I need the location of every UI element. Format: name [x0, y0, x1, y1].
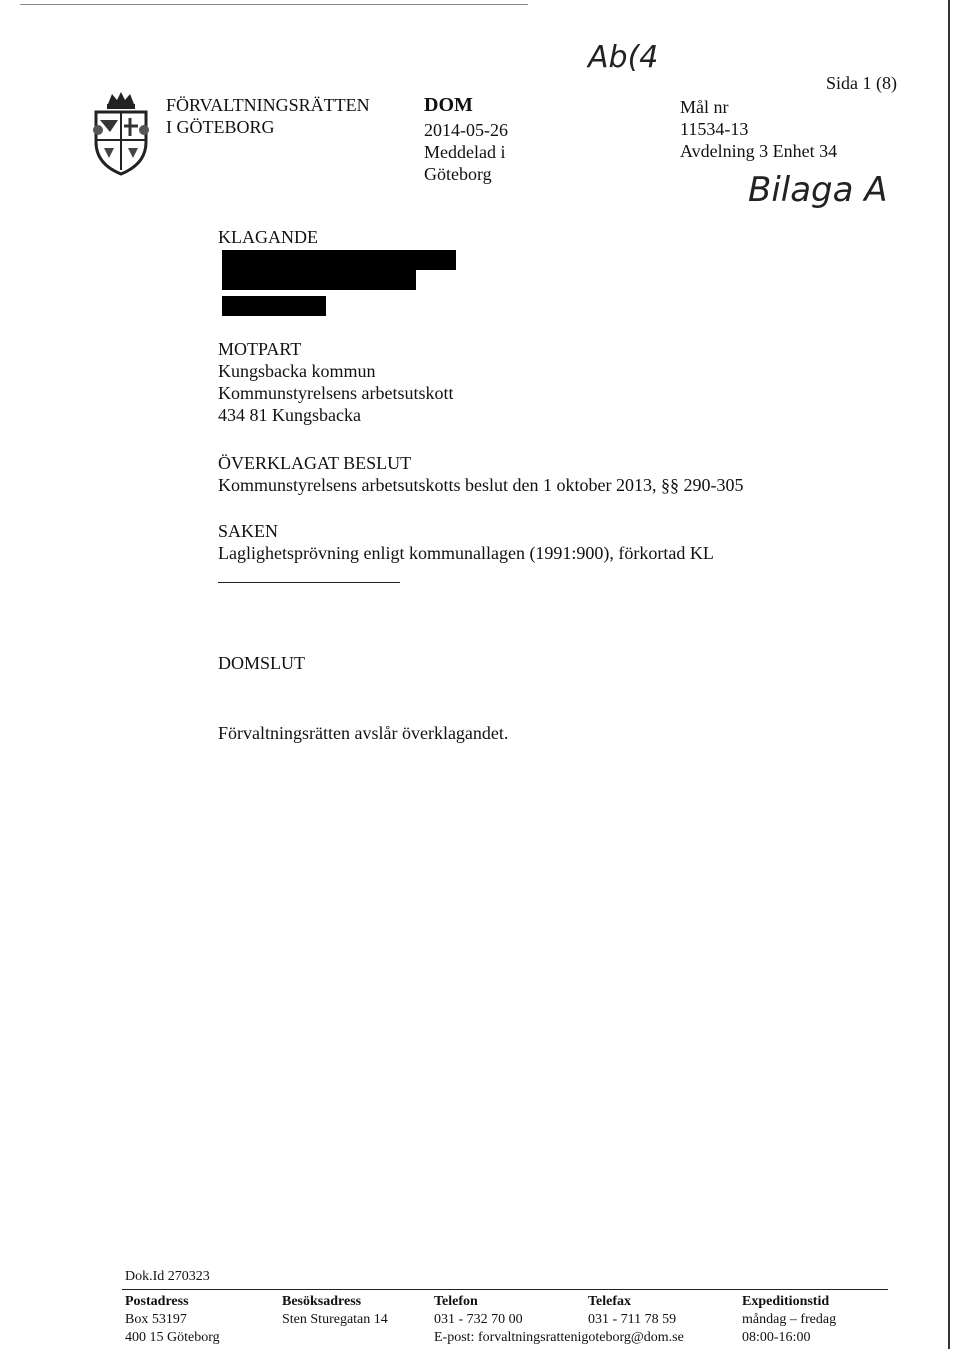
overklagat-text: Kommunstyrelsens arbetsutskotts beslut den 1 oktober 2013, §§ 290-305: [218, 475, 744, 495]
document-id: Dok.Id 270323: [125, 1269, 210, 1284]
saken-text: Laglighetsprövning enligt kommunallagen (1991:900), förkortad KL: [218, 543, 714, 563]
motpart-line2: Kommunstyrelsens arbetsutskott: [218, 383, 454, 403]
postadress-line1: Box 53197: [125, 1312, 187, 1327]
scan-edge-top: [20, 4, 528, 5]
saken-heading: SAKEN: [218, 521, 279, 541]
handwritten-top-note: Ab(4: [588, 40, 659, 75]
postadress-line2: 400 15 Göteborg: [125, 1330, 220, 1345]
domslut-text: Förvaltningsrätten avslår överklagandet.: [218, 723, 509, 743]
section-divider: [218, 582, 400, 583]
issued-line1: Meddelad i: [424, 142, 506, 162]
overklagat-heading: ÖVERKLAGAT BESLUT: [218, 453, 412, 473]
coat-of-arms-icon: [90, 90, 152, 176]
document-date: 2014-05-26: [424, 120, 508, 140]
klagande-heading: KLAGANDE: [218, 227, 318, 247]
footer-divider: [122, 1289, 888, 1290]
telefon-value: 031 - 732 70 00: [434, 1312, 523, 1327]
redaction-block: [222, 296, 326, 316]
court-name-line1: FÖRVALTNINGSRÄTTEN: [166, 95, 370, 115]
page-number: Sida 1 (8): [826, 73, 897, 93]
telefon-label: Telefon: [434, 1294, 478, 1309]
scan-edge-right: [948, 0, 950, 1349]
motpart-line3: 434 81 Kungsbacka: [218, 405, 361, 425]
motpart-line1: Kungsbacka kommun: [218, 361, 376, 381]
issued-line2: Göteborg: [424, 164, 492, 184]
postadress-label: Postadress: [125, 1294, 189, 1309]
besoksadress-label: Besöksadress: [282, 1294, 362, 1309]
email-address: E-post: forvaltningsrattenigoteborg@dom.se: [434, 1330, 684, 1345]
besoksadress-line1: Sten Sturegatan 14: [282, 1312, 388, 1327]
redaction-block: [222, 268, 416, 290]
expeditionstid-hours: 08:00-16:00: [742, 1330, 811, 1345]
telefax-label: Telefax: [588, 1294, 632, 1309]
domslut-heading: DOMSLUT: [218, 653, 306, 673]
expeditionstid-label: Expeditionstid: [742, 1294, 830, 1309]
case-number: 11534-13: [680, 119, 749, 139]
expeditionstid-days: måndag – fredag: [742, 1312, 837, 1327]
case-label: Mål nr: [680, 97, 729, 117]
handwritten-bilaga: Bilaga A: [748, 170, 888, 210]
redaction-block: [222, 250, 456, 270]
telefax-value: 031 - 711 78 59: [588, 1312, 677, 1327]
document-type: DOM: [424, 94, 473, 116]
motpart-heading: MOTPART: [218, 339, 302, 359]
division: Avdelning 3 Enhet 34: [680, 141, 838, 161]
court-name-line2: I GÖTEBORG: [166, 117, 275, 137]
